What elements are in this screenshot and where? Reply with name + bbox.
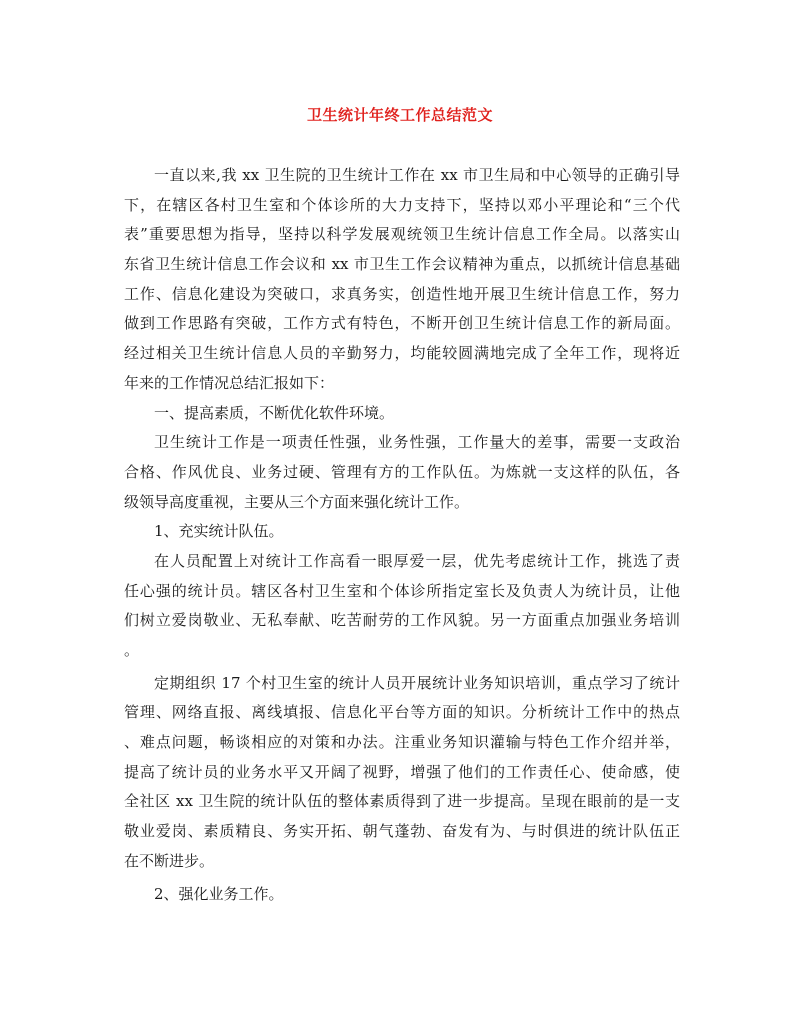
text-line: 级领导高度重视，主要从三个方面来强化统计工作。 xyxy=(124,492,470,511)
text-line: 定期组织 17 个村卫生室的统计人员开展统计业务知识培训，重点学习了统计 xyxy=(154,673,680,692)
text-line: 提高了统计员的业务水平又开阔了视野，增强了他们的工作责任心、使命感，使 xyxy=(124,762,680,781)
text-line: 下，在辖区各村卫生室和个体诊所的大力支持下，坚持以邓小平理论和“三个代 xyxy=(124,195,680,214)
text-line: 卫生统计工作是一项责任性强，业务性强，工作量大的差事，需要一支政治 xyxy=(154,433,680,452)
text-line: 在不断进步。 xyxy=(124,851,215,870)
text-line: 一、提高素质，不断优化软件环境。 xyxy=(154,403,395,422)
text-line: 表”重要思想为指导，坚持以科学发展观统领卫生统计信息工作全局。以落实山 xyxy=(124,225,680,244)
text-line: 一直以来,我 xx 卫生院的卫生统计工作在 xx 市卫生局和中心领导的正确引导 xyxy=(154,166,680,184)
text-line: 敬业爱岗、素质精良、务实开拓、朝气蓬勃、奋发有为、与时俱进的统计队伍正 xyxy=(124,822,680,841)
text-line: 经过相关卫生统计信息人员的辛勤努力，均能较圆满地完成了全年工作，现将近 xyxy=(124,344,680,363)
section-heading-1 xyxy=(124,399,680,429)
text-line: 2、强化业务工作。 xyxy=(154,884,284,903)
text-line: 做到工作思路有突破，工作方式有特色，不断开创卫生统计信息工作的新局面。 xyxy=(124,314,680,333)
subheading-1 xyxy=(124,517,680,547)
text-line: 们树立爱岗敬业、无私奉献、吃苦耐劳的工作风貌。另一方面重点加强业务培训 xyxy=(124,611,680,630)
paragraph-training xyxy=(124,669,680,877)
text-line: 、难点问题，畅谈相应的对策和办法。注重业务知识灌输与特色工作介绍并举， xyxy=(124,733,680,752)
text-line: 合格、作风优良、业务过硬、管理有方的工作队伍。为炼就一支这样的队伍，各 xyxy=(124,462,680,481)
subheading-2 xyxy=(124,880,680,910)
text-line: 管理、网络直报、离线填报、信息化平台等方面的知识。分析统计工作中的热点 xyxy=(124,703,680,722)
document-body xyxy=(124,161,680,909)
paragraph-section-1 xyxy=(124,428,680,517)
text-line: 。 xyxy=(124,641,140,659)
text-line: 东省卫生统计信息工作会议和 xx 市卫生工作会议精神为重点，以抓统计信息基础 xyxy=(124,255,680,274)
text-line: 1、充实统计队伍。 xyxy=(154,522,284,541)
paragraph-staffing xyxy=(124,547,680,666)
paragraph-intro xyxy=(124,161,680,399)
document-title: 卫生统计年终工作总结范文 xyxy=(306,106,493,124)
text-line: 工作、信息化建设为突破口，求真务实，创造性地开展卫生统计信息工作，努力 xyxy=(124,284,680,303)
text-line: 在人员配置上对统计工作高看一眼厚爱一层，优先考虑统计工作，挑选了责 xyxy=(154,551,680,570)
text-line: 年来的工作情况总结汇报如下： xyxy=(124,373,335,392)
text-line: 任心强的统计员。辖区各村卫生室和个体诊所指定室长及负责人为统计员，让他 xyxy=(124,581,680,600)
text-line: 全社区 xx 卫生院的统计队伍的整体素质得到了进一步提高。呈现在眼前的是一支 xyxy=(124,792,680,811)
